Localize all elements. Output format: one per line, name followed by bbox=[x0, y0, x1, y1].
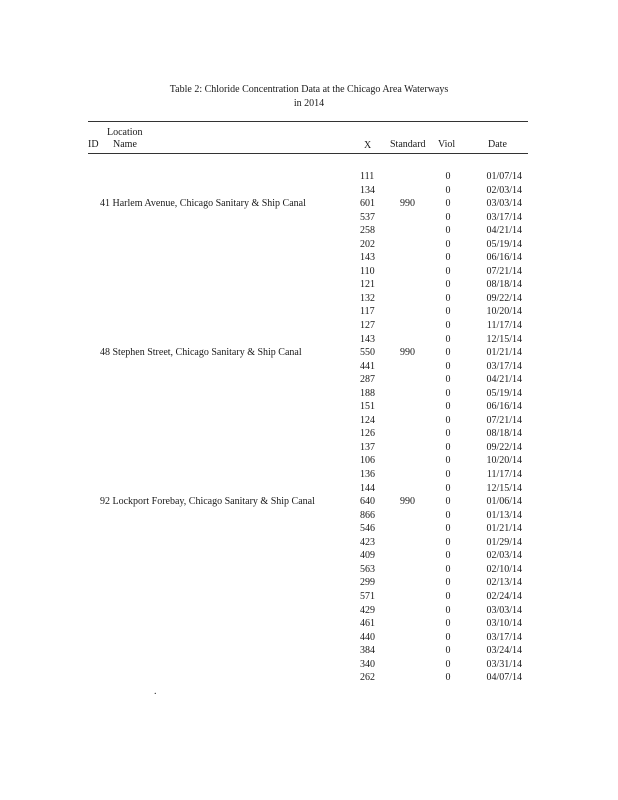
row-violation: 0 bbox=[445, 482, 451, 494]
table-row bbox=[0, 238, 618, 252]
row-date: 08/18/14 bbox=[486, 279, 522, 291]
row-date: 10/20/14 bbox=[486, 306, 522, 318]
table-row bbox=[0, 644, 618, 658]
table-row bbox=[0, 292, 618, 306]
row-violation: 0 bbox=[445, 292, 451, 304]
row-violation: 0 bbox=[445, 658, 451, 670]
row-date: 08/18/14 bbox=[486, 428, 522, 440]
row-violation: 0 bbox=[445, 211, 451, 223]
table-row bbox=[0, 617, 618, 631]
row-x-value: 423 bbox=[360, 536, 375, 548]
header-date: Date bbox=[488, 139, 507, 150]
row-x-value: 136 bbox=[360, 469, 375, 481]
row-date: 09/22/14 bbox=[486, 441, 522, 453]
row-date: 03/03/14 bbox=[486, 198, 522, 210]
row-date: 05/19/14 bbox=[486, 387, 522, 399]
row-x-value: 441 bbox=[360, 360, 375, 372]
table-row bbox=[0, 251, 618, 265]
row-violation: 0 bbox=[445, 306, 451, 318]
header-standard: Standard bbox=[390, 139, 426, 150]
row-date: 10/20/14 bbox=[486, 455, 522, 467]
row-x-value: 550 bbox=[360, 347, 375, 359]
row-date: 02/13/14 bbox=[486, 577, 522, 589]
header-location: Location bbox=[107, 127, 143, 138]
table-row bbox=[0, 509, 618, 523]
row-x-value: 144 bbox=[360, 482, 375, 494]
row-x-value: 124 bbox=[360, 414, 375, 426]
header-name: Name bbox=[113, 139, 137, 150]
row-violation: 0 bbox=[445, 414, 451, 426]
row-date: 11/17/14 bbox=[486, 469, 522, 481]
row-date: 12/15/14 bbox=[486, 333, 522, 345]
row-x-value: 287 bbox=[360, 374, 375, 386]
row-date: 02/10/14 bbox=[486, 563, 522, 575]
row-violation: 0 bbox=[445, 252, 451, 264]
row-x-value: 143 bbox=[360, 252, 375, 264]
header-top-rule bbox=[88, 121, 528, 122]
row-violation: 0 bbox=[445, 265, 451, 277]
row-violation: 0 bbox=[445, 387, 451, 399]
table-row bbox=[0, 265, 618, 279]
table-row bbox=[0, 305, 618, 319]
table-row bbox=[0, 522, 618, 536]
table-row bbox=[0, 563, 618, 577]
row-date: 04/21/14 bbox=[486, 374, 522, 386]
row-x-value: 110 bbox=[360, 265, 375, 277]
row-standard: 990 bbox=[400, 198, 415, 210]
row-x-value: 121 bbox=[360, 279, 375, 291]
row-date: 03/17/14 bbox=[486, 360, 522, 372]
row-location: 48 Stephen Street, Chicago Sanitary & Ship Canal bbox=[100, 347, 302, 359]
table-title: Table 2: Chloride Concentration Data at the Chicago Area Waterways bbox=[169, 84, 449, 95]
row-x-value: 127 bbox=[360, 320, 375, 332]
table-row bbox=[0, 576, 618, 590]
row-violation: 0 bbox=[445, 374, 451, 386]
table-row bbox=[0, 495, 618, 509]
table-row bbox=[0, 211, 618, 225]
row-date: 02/03/14 bbox=[486, 550, 522, 562]
row-x-value: 134 bbox=[360, 184, 375, 196]
row-x-value: 188 bbox=[360, 387, 375, 399]
table-row bbox=[0, 346, 618, 360]
row-violation: 0 bbox=[445, 604, 451, 616]
row-violation: 0 bbox=[445, 320, 451, 332]
row-violation: 0 bbox=[445, 184, 451, 196]
row-violation: 0 bbox=[445, 563, 451, 575]
row-date: 01/13/14 bbox=[486, 509, 522, 521]
table-row bbox=[0, 631, 618, 645]
row-x-value: 258 bbox=[360, 225, 375, 237]
table-row bbox=[0, 197, 618, 211]
table-row bbox=[0, 170, 618, 184]
table-title-line2: in 2014 bbox=[293, 98, 325, 109]
row-violation: 0 bbox=[445, 672, 451, 684]
row-date: 01/21/14 bbox=[486, 347, 522, 359]
row-x-value: 143 bbox=[360, 333, 375, 345]
row-x-value: 546 bbox=[360, 523, 375, 535]
row-x-value: 384 bbox=[360, 645, 375, 657]
header-id: ID bbox=[88, 139, 99, 150]
row-x-value: 601 bbox=[360, 198, 375, 210]
row-violation: 0 bbox=[445, 550, 451, 562]
row-date: 03/10/14 bbox=[486, 618, 522, 630]
row-date: 02/24/14 bbox=[486, 590, 522, 602]
row-x-value: 137 bbox=[360, 441, 375, 453]
row-violation: 0 bbox=[445, 401, 451, 413]
table-row bbox=[0, 482, 618, 496]
row-x-value: 409 bbox=[360, 550, 375, 562]
row-date: 05/19/14 bbox=[486, 238, 522, 250]
table-row bbox=[0, 184, 618, 198]
table-row bbox=[0, 278, 618, 292]
row-violation: 0 bbox=[445, 645, 451, 657]
row-x-value: 151 bbox=[360, 401, 375, 413]
row-date: 03/17/14 bbox=[486, 631, 522, 643]
table-row bbox=[0, 441, 618, 455]
row-x-value: 640 bbox=[360, 496, 375, 508]
table-row bbox=[0, 414, 618, 428]
row-violation: 0 bbox=[445, 428, 451, 440]
row-date: 03/17/14 bbox=[486, 211, 522, 223]
table-row bbox=[0, 387, 618, 401]
header-bottom-rule bbox=[88, 153, 528, 154]
row-x-value: 202 bbox=[360, 238, 375, 250]
row-date: 11/17/14 bbox=[486, 320, 522, 332]
row-x-value: 461 bbox=[360, 618, 375, 630]
row-violation: 0 bbox=[445, 455, 451, 467]
row-violation: 0 bbox=[445, 577, 451, 589]
row-violation: 0 bbox=[445, 441, 451, 453]
row-date: 03/03/14 bbox=[486, 604, 522, 616]
row-x-value: 106 bbox=[360, 455, 375, 467]
table-row bbox=[0, 604, 618, 618]
header-x: X bbox=[364, 140, 372, 151]
table-row bbox=[0, 658, 618, 672]
row-date: 07/21/14 bbox=[486, 265, 522, 277]
row-violation: 0 bbox=[445, 496, 451, 508]
table-row bbox=[0, 454, 618, 468]
row-violation: 0 bbox=[445, 360, 451, 372]
row-date: 06/16/14 bbox=[486, 252, 522, 264]
row-violation: 0 bbox=[445, 225, 451, 237]
row-x-value: 571 bbox=[360, 590, 375, 602]
row-date: 03/31/14 bbox=[486, 658, 522, 670]
row-standard: 990 bbox=[400, 496, 415, 508]
table-body bbox=[0, 170, 618, 685]
header-viol: Viol bbox=[438, 139, 456, 150]
row-date: 09/22/14 bbox=[486, 292, 522, 304]
row-violation: 0 bbox=[445, 347, 451, 359]
table-row bbox=[0, 319, 618, 333]
row-x-value: 126 bbox=[360, 428, 375, 440]
stray-mark: . bbox=[154, 686, 157, 697]
row-x-value: 340 bbox=[360, 658, 375, 670]
row-x-value: 262 bbox=[360, 672, 375, 684]
row-x-value: 132 bbox=[360, 292, 375, 304]
table-row bbox=[0, 536, 618, 550]
table-row bbox=[0, 360, 618, 374]
table-row bbox=[0, 400, 618, 414]
row-date: 04/07/14 bbox=[486, 672, 522, 684]
row-violation: 0 bbox=[445, 333, 451, 345]
row-x-value: 299 bbox=[360, 577, 375, 589]
row-date: 12/15/14 bbox=[486, 482, 522, 494]
table-row bbox=[0, 427, 618, 441]
row-violation: 0 bbox=[445, 631, 451, 643]
row-date: 02/03/14 bbox=[486, 184, 522, 196]
row-violation: 0 bbox=[445, 469, 451, 481]
row-x-value: 117 bbox=[360, 306, 375, 318]
row-x-value: 537 bbox=[360, 211, 375, 223]
row-x-value: 866 bbox=[360, 509, 375, 521]
row-x-value: 429 bbox=[360, 604, 375, 616]
row-location: 92 Lockport Forebay, Chicago Sanitary & Ship Canal bbox=[100, 496, 315, 508]
row-date: 03/24/14 bbox=[486, 645, 522, 657]
table-row bbox=[0, 224, 618, 238]
row-standard: 990 bbox=[400, 347, 415, 359]
row-violation: 0 bbox=[445, 171, 451, 182]
row-date: 04/21/14 bbox=[486, 225, 522, 237]
row-violation: 0 bbox=[445, 523, 451, 535]
row-violation: 0 bbox=[445, 198, 451, 210]
row-violation: 0 bbox=[445, 536, 451, 548]
row-x-value: 440 bbox=[360, 631, 375, 643]
row-x-value: 563 bbox=[360, 563, 375, 575]
row-violation: 0 bbox=[445, 238, 451, 250]
row-date: 01/06/14 bbox=[486, 496, 522, 508]
table-row bbox=[0, 590, 618, 604]
row-date: 01/21/14 bbox=[486, 523, 522, 535]
table-row bbox=[0, 671, 618, 685]
row-date: 01/07/14 bbox=[486, 171, 522, 182]
row-location: 41 Harlem Avenue, Chicago Sanitary & Ship Canal bbox=[100, 198, 306, 210]
row-date: 01/29/14 bbox=[486, 536, 522, 548]
row-date: 07/21/14 bbox=[486, 414, 522, 426]
row-violation: 0 bbox=[445, 590, 451, 602]
table-row bbox=[0, 333, 618, 347]
table-row bbox=[0, 373, 618, 387]
row-violation: 0 bbox=[445, 618, 451, 630]
row-violation: 0 bbox=[445, 509, 451, 521]
table-row bbox=[0, 549, 618, 563]
row-date: 06/16/14 bbox=[486, 401, 522, 413]
row-violation: 0 bbox=[445, 279, 451, 291]
row-x-value: 111 bbox=[360, 171, 375, 182]
table-row bbox=[0, 468, 618, 482]
